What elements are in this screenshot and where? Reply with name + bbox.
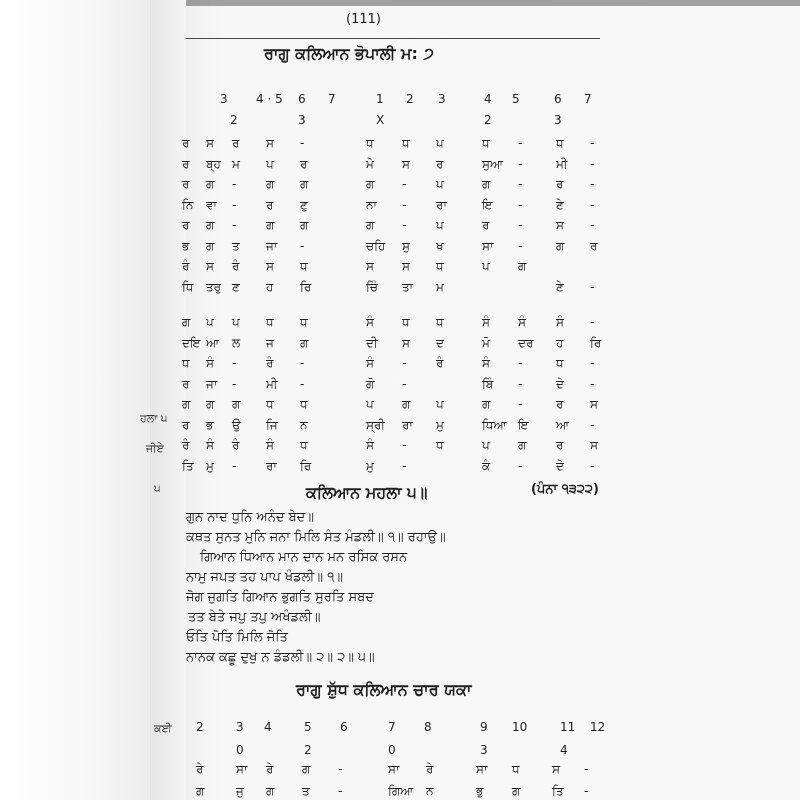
notation-cell: ਸੰ [518, 315, 526, 329]
notation-cell: ਨ [300, 417, 308, 432]
notation-cell: ਰ [182, 417, 190, 432]
taal-marker: 3 [298, 113, 306, 127]
notation-cell: - [590, 356, 595, 370]
notation-cell: ਦ [436, 335, 444, 350]
notation-cell: ਧ [436, 438, 444, 452]
beat-number: 6 [298, 92, 306, 106]
notation-cell: ਰ [556, 397, 564, 411]
notation-cell: ਰੰ [266, 356, 274, 370]
notation-cell: - [300, 376, 305, 391]
notation-cell: ਧ [436, 259, 444, 273]
notation-cell: ਸੰ [206, 356, 214, 370]
beat-number: 11 [560, 720, 576, 734]
notation-cell: ਧ [266, 315, 274, 329]
notation-cell: ਧ [512, 762, 520, 776]
notation-cell: - [590, 177, 595, 191]
notation-cell: ਰੇ [196, 762, 204, 776]
notation-cell: - [232, 177, 237, 191]
notation-cell: ਸ [206, 259, 214, 273]
notation-cell: ਤ [302, 784, 310, 798]
notation-cell: - [518, 136, 523, 150]
notation-cell: ਸੰ [482, 356, 490, 370]
notation-cell: ਕੰ [482, 458, 491, 473]
beat-number: 7 [328, 92, 336, 106]
notation-cell: ਸ [206, 136, 214, 150]
notation-cell: ਗ [512, 784, 521, 798]
verse-line: ਨਾਨਕ ਕਛੂ ਦੁਖੁ ਨ ਡੰਡਲੀ॥ ੨॥ ੨॥ ੫॥ [186, 650, 375, 665]
beat-number: 9 [480, 720, 488, 734]
book-page [182, 0, 800, 800]
verse-line: ਗਿਆਨ ਧਿਆਨ ਮਾਨ ਦਾਨ ਮਨ ਰਸਿਕ ਰਸਨ [200, 550, 408, 565]
notation-cell: ਰ [590, 238, 598, 253]
notation-cell: ਗ [518, 259, 527, 273]
facing-page-fragment: ਕਈ [154, 722, 172, 735]
beat-number: 2 [196, 720, 204, 734]
notation-cell: ਰ [182, 156, 190, 171]
notation-cell: ਨਾ [366, 197, 377, 212]
notation-cell: ਸ [366, 259, 374, 273]
notation-cell: ਮੇ [366, 156, 374, 171]
notation-cell: ਗ [300, 335, 309, 350]
notation-cell: ਸ [556, 218, 564, 232]
notation-cell: ਰ [182, 376, 190, 391]
notation-cell: ਇ [482, 197, 493, 212]
notation-cell: - [300, 136, 305, 150]
taal-marker: 0 [236, 743, 244, 757]
notation-cell: ਧ [482, 136, 490, 150]
facing-page-fragment: ਹਲਾ ੫ [140, 412, 168, 425]
notation-cell: ਗ [206, 397, 215, 411]
notation-cell: - [584, 784, 589, 798]
notation-cell: - [232, 356, 237, 370]
notation-cell: ਧ [300, 315, 308, 329]
notation-cell: ਭੁ [476, 784, 484, 798]
taal-marker: 2 [230, 113, 238, 127]
notation-cell: ਪ [266, 156, 274, 171]
notation-cell: ਨ [426, 784, 434, 798]
beat-number: 4 [264, 720, 272, 734]
notation-cell: ਰ [436, 156, 444, 171]
section-heading-shudh-kalyan: ਰਾਗੁ ਸ਼ੁੱਧ ਕਲਿਆਨ ਚਾਰ ਯਕਾ [296, 680, 472, 699]
book-spine-margin [0, 0, 150, 800]
notation-cell: - [518, 197, 523, 212]
notation-cell: ਰਿ [590, 335, 602, 350]
notation-cell: ਭ [182, 238, 190, 253]
notation-cell: - [402, 458, 407, 473]
notation-cell: ਮ [436, 279, 444, 294]
notation-cell: ਚਹਿ [366, 238, 386, 253]
notation-cell: ਸੰ [366, 315, 374, 329]
page-top-shadow [186, 0, 800, 6]
notation-cell: - [590, 156, 595, 171]
notation-cell: ਸ [590, 438, 598, 452]
notation-cell: - [518, 238, 523, 253]
notation-cell: - [402, 438, 407, 452]
notation-cell: ਸ [402, 259, 410, 273]
notation-cell: ਦਇ [182, 335, 201, 350]
notation-cell: ਰ [556, 177, 564, 191]
notation-cell: ਭ [206, 417, 214, 432]
notation-cell: - [338, 762, 343, 776]
notation-cell: ਰੇ [426, 762, 434, 776]
notation-cell: - [518, 177, 523, 191]
notation-cell: ਧ [556, 356, 564, 370]
beat-number: 1 [376, 92, 384, 106]
notation-cell: ਗ [302, 762, 311, 776]
notation-cell: ਧਿ [182, 279, 194, 294]
notation-cell: ਧ [300, 397, 308, 411]
taal-marker: 3 [480, 743, 488, 757]
notation-cell: ਨਿ [182, 197, 194, 212]
taal-marker: 3 [554, 113, 562, 127]
notation-cell: ਆ [206, 335, 220, 350]
notation-cell: ਰ [182, 136, 190, 150]
notation-cell: ਸ [552, 762, 560, 776]
notation-cell: ਸੰ [556, 315, 564, 329]
notation-cell: - [338, 784, 343, 798]
notation-cell: ਪ [436, 177, 444, 191]
notation-cell: ਰਿ [300, 279, 312, 294]
notation-cell: ਦੇ [556, 458, 564, 473]
taal-marker: X [376, 113, 385, 127]
beat-number: 5 [512, 92, 520, 106]
notation-cell: ਰ [266, 197, 274, 212]
notation-cell: - [402, 177, 407, 191]
notation-cell: ਸੰ [366, 356, 374, 370]
notation-cell: ਖ [436, 238, 444, 253]
notation-cell: ਮੁ [206, 458, 214, 473]
notation-cell: - [300, 238, 305, 253]
beat-number: 3 [438, 92, 446, 106]
beat-number: 4 [484, 92, 492, 106]
notation-cell: ਜ [266, 335, 274, 350]
notation-cell: ਸ [266, 136, 274, 150]
verse-line: ਤਤ ਬੇਤੇ ਜਪੁ ਤਪੁ ਅਖੰਡਲੀ॥ [188, 610, 321, 625]
notation-cell: ਗ [266, 784, 275, 798]
notation-cell: - [402, 197, 407, 212]
notation-cell: ਮੁ [366, 458, 374, 473]
notation-cell: ਵਾ [206, 197, 217, 212]
notation-cell: ਪ [436, 136, 444, 150]
notation-cell: ਸ੍ਰੀ [366, 417, 386, 432]
notation-cell: ਦੇ [556, 376, 564, 391]
notation-cell: ਰ [182, 218, 190, 232]
notation-cell: ਜਿ [266, 417, 278, 432]
notation-cell: ਗ [366, 177, 375, 191]
beat-number: 3 [236, 720, 244, 734]
notation-cell: ਸੰ [266, 438, 274, 452]
notation-cell: ਉ [232, 417, 241, 432]
notation-cell: - [584, 762, 589, 776]
notation-cell: ਸਾ [476, 762, 488, 776]
beat-number: 7 [584, 92, 592, 106]
notation-cell: ਗਿਆ [388, 784, 414, 798]
notation-cell: ਪ [436, 397, 444, 411]
notation-cell: ਰ [300, 156, 308, 171]
notation-cell: ਧ [402, 136, 410, 150]
verse-line: ਨਾਮੁ ਜਪਤ ਤਹ ਪਾਪ ਖੰਡਲੀ॥ ੧॥ [186, 570, 344, 585]
beat-number: 4 · 5 [256, 92, 283, 106]
taal-marker: 4 [560, 743, 568, 757]
notation-cell: ਗ [482, 177, 491, 191]
notation-cell: ਤਰੁ [206, 279, 222, 294]
header-rule [186, 38, 600, 39]
page-number: (111) [346, 12, 381, 27]
notation-cell: ਗ [182, 397, 191, 411]
notation-cell: - [590, 136, 595, 150]
notation-cell: ਲ [232, 335, 241, 350]
beat-number: 12 [590, 720, 606, 734]
notation-cell: - [518, 356, 523, 370]
notation-cell: - [232, 376, 237, 391]
notation-cell: ਸਾ [482, 238, 494, 253]
notation-cell: ਗ [300, 177, 309, 191]
notation-cell: ਸੰ [206, 438, 214, 452]
notation-cell: ਰਿ [300, 458, 312, 473]
notation-cell: ਧਿਆ [482, 417, 507, 432]
notation-cell: - [590, 279, 595, 294]
notation-cell: ਧ [556, 136, 564, 150]
notation-cell: ਦੀ [366, 335, 378, 350]
notation-cell: ਤਾ [402, 279, 414, 294]
notation-cell: ਬਿੰ [482, 376, 494, 391]
notation-cell: ਸਾ [236, 762, 248, 776]
notation-cell: ਪ [482, 438, 490, 452]
verse-line: ਕਥਤ ਸੁਨਤ ਮੁਨਿ ਜਨਾ ਮਿਲਿ ਸੰਤ ਮੰਡਲੀ॥ ੧॥ ਰਹਾਉ॥ [186, 530, 446, 545]
notation-cell: ਸ [590, 397, 598, 411]
notation-cell: ਰਾ [266, 458, 277, 473]
notation-cell: ਧ [436, 315, 444, 329]
notation-cell: ਗੋ [366, 376, 375, 391]
notation-cell: ਆ [556, 417, 570, 432]
notation-cell: ਰੰ [182, 438, 190, 452]
notation-cell: ਣ [232, 279, 240, 294]
beat-number: 6 [340, 720, 348, 734]
notation-cell: ਗ [518, 438, 527, 452]
notation-cell: - [402, 376, 407, 391]
notation-cell: ਧ [300, 438, 308, 452]
notation-cell: ਸੰ [366, 438, 374, 452]
notation-cell: ਗ [366, 218, 375, 232]
notation-cell: ਗ [206, 238, 215, 253]
beat-number: 10 [512, 720, 528, 734]
notation-cell: ਪ [232, 315, 240, 329]
section-heading-kalyan: ਕਲਿਆਨ ਮਹਲਾ ੫॥ [306, 483, 428, 502]
notation-cell: ਰ [232, 136, 240, 150]
notation-cell: - [300, 356, 305, 370]
notation-cell: ਸ [402, 335, 410, 350]
notation-cell: ਪ [436, 218, 444, 232]
beat-number: 5 [304, 720, 312, 734]
notation-cell: ਹ [556, 335, 564, 350]
notation-cell: ਤ [232, 238, 240, 253]
notation-cell: ਗ [300, 218, 309, 232]
notation-cell: ਧ [182, 356, 190, 370]
notation-cell: ਰੰ [182, 259, 190, 273]
notation-cell: - [402, 356, 407, 370]
notation-cell: ਸੰ [482, 315, 490, 329]
notation-cell: ਸੁ [402, 238, 410, 253]
verse-line: ਜੋਗ ਜੁਗਤਿ ਗਿਆਨ ਭੁਗਤਿ ਸੁਰਤਿ ਸਬਦ [186, 590, 374, 605]
notation-cell: ਸ [266, 259, 274, 273]
notation-cell: ਰਾ [402, 417, 413, 432]
notation-cell: ਣੇ [556, 279, 564, 294]
notation-cell: ਪ [482, 259, 490, 273]
notation-cell: ਪ [206, 315, 214, 329]
notation-cell: - [518, 397, 523, 411]
facing-page-fragment: ਜੀਏ [146, 442, 164, 455]
notation-cell: ਰੰ [436, 356, 444, 370]
notation-cell: ਧ [366, 136, 374, 150]
notation-cell: ਜਾ [266, 238, 278, 253]
notation-cell: - [232, 218, 237, 232]
notation-cell: ਣੇ [556, 197, 564, 212]
notation-cell: - [590, 417, 595, 432]
notation-cell: ਸ [402, 156, 410, 171]
notation-cell: - [232, 458, 237, 473]
notation-cell: - [590, 197, 595, 212]
notation-cell: ਸੁਆ [482, 156, 504, 171]
notation-cell: ਮ [232, 156, 240, 171]
notation-cell: - [590, 315, 595, 329]
notation-cell: ਗ [206, 218, 215, 232]
notation-cell: - [590, 458, 595, 473]
beat-number: 8 [424, 720, 432, 734]
beat-number: 3 [220, 92, 228, 106]
notation-cell: ਰਾ [436, 197, 447, 212]
facing-page-fragment: ੫ [154, 482, 161, 495]
notation-cell: ਮੀ [556, 156, 568, 171]
notation-cell: - [590, 376, 595, 391]
notation-cell: ਦਰ [518, 335, 534, 350]
notation-cell: - [518, 376, 523, 391]
notation-cell: ਚਿੰ [366, 279, 378, 294]
notation-cell: ਇ [518, 417, 529, 432]
notation-cell: ਰੰ [232, 438, 240, 452]
notation-cell: ਤਿ [182, 458, 194, 473]
verse-line: ਗੁਨ ਨਾਦ ਧੁਨਿ ਅਨੰਦ ਬੇਦ॥ [186, 510, 315, 525]
notation-cell: ਬ੍ਹ [206, 156, 221, 171]
notation-cell: ਜਾ [206, 376, 218, 391]
notation-cell: - [518, 218, 523, 232]
notation-cell: ਧ [300, 259, 308, 273]
notation-cell: ਮੋ [482, 335, 490, 350]
notation-cell: ਮੁ [436, 417, 444, 432]
notation-cell: ਤਿ [552, 784, 564, 798]
notation-cell: - [402, 218, 407, 232]
verse-line: ਓਤਿ ਪੋਤਿ ਮਿਲਿ ਜੋਤਿ [186, 630, 288, 645]
taal-marker: 2 [304, 743, 312, 757]
notation-cell: ਗ [266, 177, 275, 191]
notation-cell: ਰੇ [266, 762, 274, 776]
notation-cell: ਰ [182, 177, 190, 191]
notation-cell: ਗ [232, 397, 241, 411]
notation-cell: ਹ [266, 279, 274, 294]
beat-number: 2 [406, 92, 414, 106]
notation-cell: ਰ [556, 438, 564, 452]
notation-cell: ਰੰ [232, 259, 240, 273]
notation-cell: ਗ [556, 238, 565, 253]
beat-number: 6 [554, 92, 562, 106]
notation-cell: ਣੁ [300, 197, 308, 212]
notation-cell: ਗ [402, 397, 411, 411]
notation-cell: ਗ [206, 177, 215, 191]
notation-cell: - [518, 156, 523, 171]
taal-marker: 0 [388, 743, 396, 757]
taal-marker: 2 [484, 113, 492, 127]
section-heading-bhopali: ਰਾਗੁ ਕਲਿਆਨ ਭੋਪਾਲੀ ਮ: ੭ [264, 44, 434, 63]
notation-cell: ਪ [366, 397, 374, 411]
notation-cell: ਗ [196, 784, 205, 798]
page-reference: (ਪੰਨਾ ੧੩੨੨) [531, 482, 599, 497]
beat-number: 7 [388, 720, 396, 734]
notation-cell: - [518, 458, 523, 473]
notation-cell: ਜੁ [236, 784, 244, 798]
notation-cell: ਗ [182, 315, 191, 329]
notation-cell: ਸਾ [388, 762, 400, 776]
notation-cell: ਧ [266, 397, 274, 411]
notation-cell: ਰ [482, 218, 490, 232]
notation-cell: - [232, 197, 237, 212]
notation-cell: ਗ [266, 218, 275, 232]
notation-cell: - [590, 218, 595, 232]
notation-cell: ਗ [482, 397, 491, 411]
notation-cell: ਮੀ [266, 376, 278, 391]
notation-cell: ਧ [402, 315, 410, 329]
